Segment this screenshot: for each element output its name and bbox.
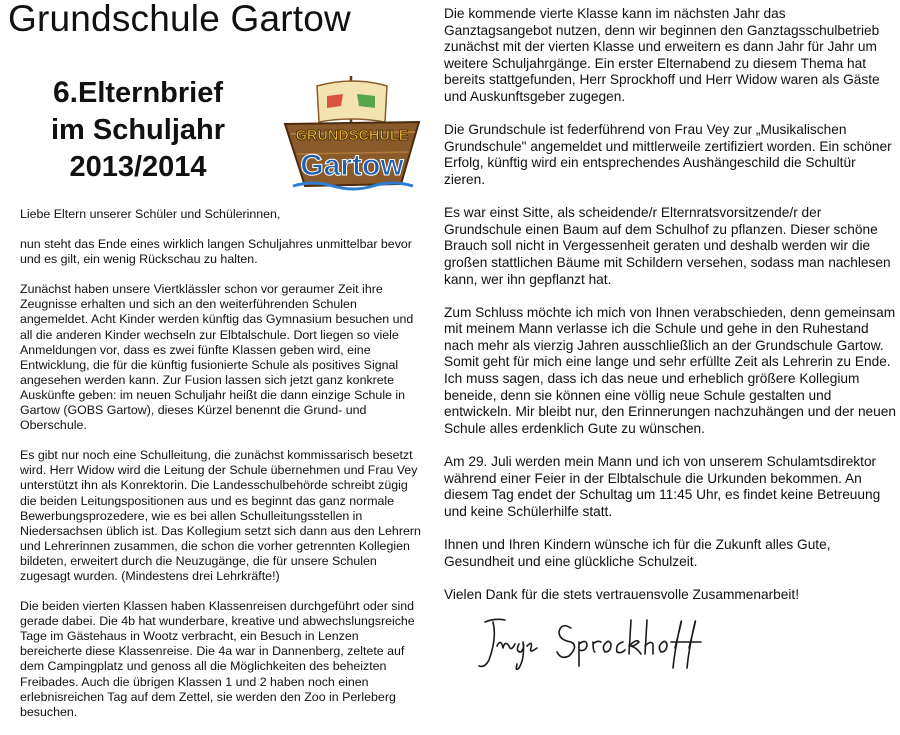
paragraph-all-day-school: Die kommende vierte Klasse kann im nächsten Jahr das Ganztagsangebot nutzen, denn wir beginnen den Ganztagsschulbetrieb zunächst mit der vierten Klasse und erweitern es dann Jahr für Jahr um weitere Schuljahrgänge. Ein erster Elternabend zu diesem Thema hat bereits stattgefunden, Herr Sprockhoff und Herr Widow waren als Gäste und Auskunftsgeber zugegen. [444, 6, 880, 104]
paragraph-wishes: Ihnen und Ihren Kindern wünsche ich für die Zukunft alles Gute, Gesundheit und eine glückliche Schulzeit. [444, 537, 831, 569]
paragraph-school-leadership: Es gibt nur noch eine Schulleitung, die zunächst kommissarisch besetzt wird. Herr Widow wird die Leitung der Schule übernehmen und Frau Vey unterstützt ihn als Konrektorin. Die Landesschulbehörde schreibt zügig die beiden Leitungspositionen aus und es beginnt das ganz normale Bewerbungsprozedere, wie es bei allen Schulleitungsstellen in Niedersachsen üblich ist. Das Kollegium setzt sich dann aus den Lehrern und Lehrerinnen zusammen, die schon die vorher getrennten Kollegien bildeten, erweitert durch die Neuzugänge, die für unsere Schulen zugesagt wurden. (Mindestens drei Lehrkräfte!) [20, 448, 421, 583]
paragraph-farewell: Zum Schluss möchte ich mich von Ihnen verabschieden, denn gemeinsam mit meinem Mann verlasse ich die Schule und gehe in den Ruhestand nach mehr als vierzig Jahren ausschließlich an der Grundschule Gartow. Somit geht für mich eine lange und sehr erfüllte Zeit als Lehrerin zu Ende. Ich muss sagen, dass ich das neue und erheblich größere Kollegium beneide, denn sie können eine völlig neue Schule gestalten und entwickeln. Mir bleibt nur, den Erinnerungen nachzuhängen und der neuen Schule alles erdenklich Gute zu wünschen. [444, 304, 897, 436]
school-name: Grundschule Gartow [8, 0, 351, 39]
paragraph-ceremony: Am 29. Juli werden mein Mann und ich von unserem Schulamtsdirektor während einer Feier in der Elbtalschule die Urkunden bekommen. An diesem Tag endet der Schultag um 11:45 Uhr, es findet keine Betreuung und keine Schülerhilfe statt. [444, 454, 881, 519]
school-logo [283, 72, 421, 192]
letter-title [18, 74, 258, 186]
paragraph-music-school: Die Grundschule ist federführend von Frau Vey zur „Musikalischen Grundschule" angemeldet und mittlerweile zertifiziert worden. Ein schöner Erfolg, künftig wird ein entsprechendes Aushängeschild die Schultür zieren. [444, 122, 892, 187]
title-word: Elternbrief [78, 77, 224, 109]
title-line-2: im Schuljahr [50, 114, 226, 146]
paragraph-thanks: Vielen Dank für die stets vertrauensvolle Zusammenarbeit! [444, 586, 800, 602]
paragraph-transition: Zunächst haben unsere Viertklässler schon vor geraumer Zeit ihre Zeugnisse erhalten und sich an den weiterführenden Schulen angemeldet. Acht Kinder werden künftig das Gymnasium besuchen und all die anderen Kinder wechseln zur Elbtalschule. Dort liegen so viele Anmeldungen vor, dass es zwei fünfte Klassen geben wird, eine Entwicklung, die für die künftig fusionierte Schule als positives Signal angesehen werden kann. Zur Fusion lassen sich jetzt ganz konkrete Auskünfte geben: im neuen Schuljahr heißt die dann einzige Schule in Gartow (GOBS Gartow), dieses Kürzel benennt die Grund- und Oberschule. [20, 282, 414, 433]
letter-left-column [20, 207, 424, 735]
title-line-3: 2013/2014 [69, 151, 207, 183]
handwritten-signature [475, 608, 735, 676]
paragraph-intro: nun steht das Ende eines wirklich langen Schuljahres unmittelbar bevor und es gilt, ein wenig Rückschau zu halten. [20, 237, 412, 267]
logo-text-bottom: Gartow [300, 149, 404, 182]
paragraph-trees: Es war einst Sitte, als scheidende/r Elternratsvorsitzende/r der Grundschule einen Baum auf dem Schulhof zu pflanzen. Dieser schöne Brauch soll nicht in Vergessenheit geraten und deshalb werden wir die großen stattlichen Bäume mit Schildern versehen, sodass man nachlesen kann, wer ihn gepflanzt hat. [444, 205, 891, 287]
salutation: Liebe Eltern unserer Schüler und Schülerinnen, [20, 207, 281, 221]
logo-text-top: GRUNDSCHULE [295, 128, 409, 144]
paragraph-class-trips: Die beiden vierten Klassen haben Klassenreisen durchgeführt oder sind gerade dabei. Die 4b hat wunderbare, kreative und abwechslungsreiche Tage im Gästehaus in Wootz verbracht, ein Besuch in Lenzen bereicherte diese Klassenreise. Die 4a war in Dannenberg, zeltete auf dem Campingplatz und genoss all die Möglichkeiten des beheizten Freibades. Auch die übrigen Klassen 1 und 2 haben noch einen erlebnisreichen Tag auf dem Zettel, sie werden den Zoo in Perleberg besuchen. [20, 599, 415, 719]
letter-right-column [444, 6, 896, 620]
title-line-1 [18, 74, 258, 112]
issue-number: 6. [52, 76, 78, 109]
